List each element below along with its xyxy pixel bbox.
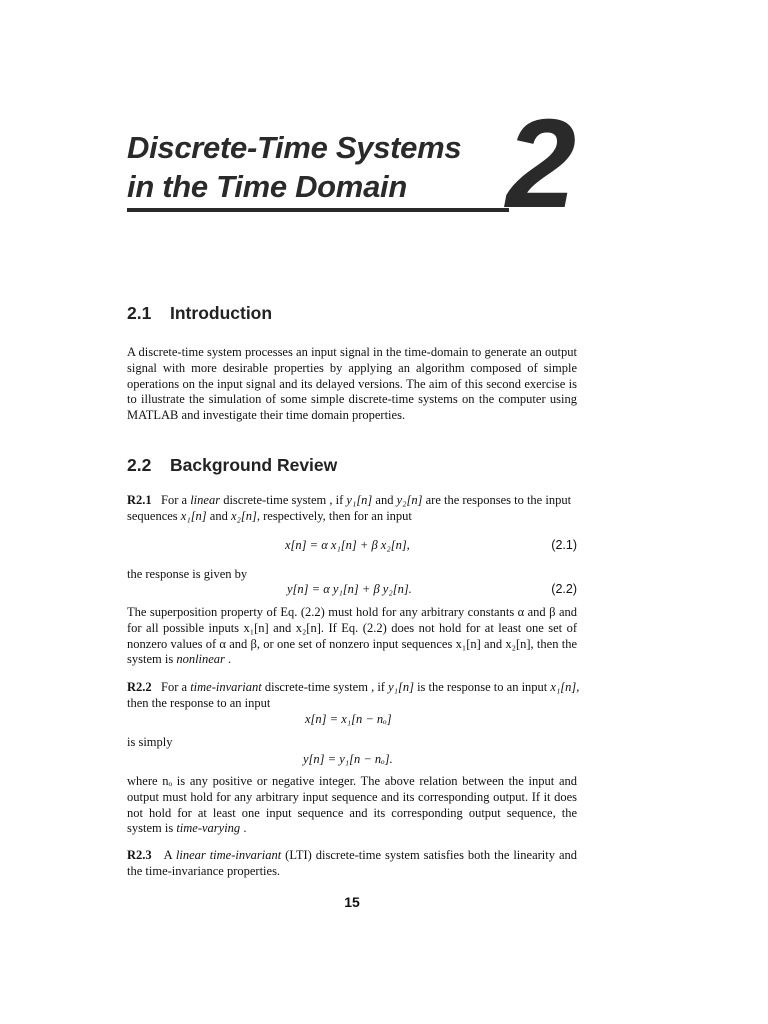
r21-line1: R2.1 For a linear discrete-time system , if y₁[n] and y₂[n] are the responses to the input	[127, 493, 572, 507]
page-number: 15	[344, 894, 360, 910]
chapter-title-rule	[127, 208, 509, 212]
math-x1n: x₁[n]	[550, 680, 577, 694]
intro-paragraph: A discrete-time system processes an input signal in the time-domain to generate an output signal with more desirable properties by applying an algorithm composed of simple operations on the input signal and its delayed versions. The aim of this second exercise is to illustrate the simulation of some simple discrete-time systems on the computer using MATLAB and investigate their time domain properties.	[127, 345, 577, 423]
equation-2-2: y[n] = α y₁[n] + β y₂[n].	[287, 582, 412, 596]
r22-line1: R2.2 For a time-invariant discrete-time system , if y₁[n] is the response to an input x₁[n],	[127, 680, 580, 694]
math-y1n: y₁[n]	[388, 680, 414, 694]
math-y2n: y₂[n]	[396, 493, 423, 507]
chapter-title-line2: in the Time Domain	[127, 169, 407, 204]
r23-label: R2.3	[127, 848, 152, 862]
chapter-title	[127, 128, 461, 206]
equation-2-1: x[n] = α x₁[n] + β x₂[n],	[285, 538, 410, 552]
term-linear: linear	[190, 493, 221, 507]
term-nonlinear: nonlinear	[176, 652, 225, 667]
equation-number-2-1: (2.1)	[551, 538, 577, 552]
equation-shifted-output: y[n] = y₁[n − nₒ].	[303, 752, 393, 766]
section-number: 2.2	[127, 455, 152, 475]
math-y1n: y₁[n]	[346, 493, 373, 507]
term-time-invariant: time-invariant	[190, 680, 262, 694]
equation-shifted-input: x[n] = x₁[n − nₒ]	[305, 712, 392, 726]
section-heading-background-review	[127, 455, 337, 476]
math-x1n: x₁[n]	[180, 509, 207, 523]
section-heading-introduction	[127, 303, 272, 324]
section-title: Background Review	[170, 455, 338, 475]
term-lti: linear time-invariant	[175, 848, 282, 862]
r22-label: R2.2	[127, 680, 152, 694]
r22-line2: then the response to an input	[127, 696, 271, 710]
r23-paragraph: R2.3 A linear time-invariant (LTI) discrete-time system satisfies both the linearity and the time-invariance properties.	[127, 848, 578, 878]
math-x2n: x₂[n]	[230, 509, 257, 523]
section-number: 2.1	[127, 303, 152, 323]
chapter-title-line1: Discrete-Time Systems	[127, 130, 462, 165]
response-text: the response is given by	[127, 567, 248, 581]
superposition-paragraph: The superposition property of Eq. (2.2) must hold for any arbitrary constants α and β and for all possible inputs x₁[n] and x₂[n]. If Eq. (2.2) does not hold for at least one set of nonzero values of α and β, or one set of nonzero input sequences x₁[n] and x₂[n], then the system is nonlinear .	[127, 605, 577, 667]
equation-number-2-2: (2.2)	[551, 582, 577, 596]
is-simply-text: is simply	[127, 735, 173, 749]
r21-line2: sequences x₁[n] and x₂[n], respectively, then for an input	[127, 509, 412, 523]
term-time-varying: time-varying	[176, 821, 241, 836]
r21-label: R2.1	[127, 493, 152, 507]
chapter-number: 2	[506, 93, 577, 234]
section-title: Introduction	[170, 303, 273, 323]
time-invariance-paragraph: where nₒ is any positive or negative integer. The above relation between the input and output must hold for any arbitrary input sequence and its corresponding output. If it does not hold for at least one input sequence and its corresponding output sequence, the system is time-varying .	[127, 774, 577, 836]
